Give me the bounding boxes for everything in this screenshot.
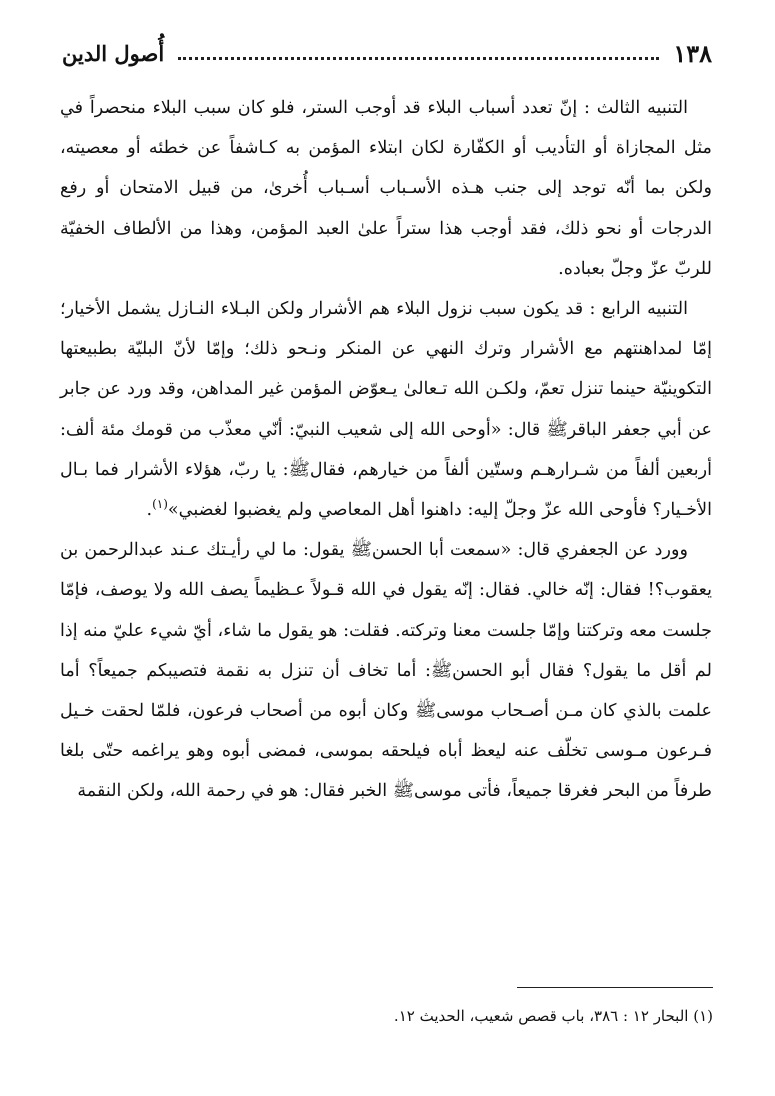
page-header bbox=[62, 26, 712, 70]
body-text bbox=[60, 88, 712, 812]
paragraph-jaafari-narration bbox=[60, 530, 712, 811]
footnote-separator bbox=[517, 987, 713, 988]
header-dot-leader bbox=[178, 57, 659, 60]
paragraph-text: وورد عن الجعفري قال: «سمعت أبا الحسنﷺ يقول: ما لي رأيـتك عـند عبدالرحمن بن يعقوب؟! فقال: إنّه خالي. فقال: إنّه يقول في الله قـولاً عـظيماً يصف الله ولا يوصف، فإمّا جلست معه وتركتنا وإمّا جلست معنا وتركته. فقلت: هو يقول ما شاء، أيّ شيء عليّ منه إذا لم أقل ما يقول؟ فقال أبو الحسنﷺ: أما تخاف أن تنزل به نقمة فتصيبكم جميعاً؟ أما علمت بالذي كان مـن أصـحاب موسىﷺ وكان أبوه من أصحاب فرعون، فلمّا لحقت خـيل فـرعون مـوسى تخلّف عنه ليعظ أباه فيلحقه بموسى، فمضى أبوه وهو يراغمه حتّى بلغا طرفاً من البحر فغرقا جميعاً، فأتى موسىﷺ الخبر فقال: هو في رحمة الله، ولكن النقمة bbox=[60, 540, 712, 802]
running-title: أُصول الدين bbox=[62, 41, 165, 66]
paragraph-fourth-note: التنبيه الرابع : قد يكون سبب نزول البلاء هم الأشرار ولكن البـلاء النـازل يشمل الأخيار؛ إمّا لمداهنتهم مع الأشرار وترك النهي عن المنكر ونـحو ذلك؛ وإمّا لأنّ البليّة بطبيعتها التكوينيّة حينما تنزل تعمّ، ولكـن الله تـعالىٰ يـعوّض المؤمن غير المداهن، وقد ورد عن جابر عن أبي جعفر الباقرﷺ قال: «أوحى الله إلى شعيب النبيّ: أنّي معذّب من قومك مئة ألف: أربعين ألفاً من شـرارهـم وستّين ألفاً من خيارهم، فقالﷺ: يا ربّ، هؤلاء الأشرار فما بـال الأخـيار؟ فأوحى الله عزّ وجلّ إليه: داهنوا أهل المعاصي ولم يغضبوا لغضبي»$^{(١)}$. bbox=[60, 299, 712, 521]
page-number: ١٣٨ bbox=[673, 39, 712, 68]
footnote-reference: (١) bbox=[152, 497, 168, 512]
paragraph-text: التنبيه الرابع : قد يكون سبب نزول البلاء هم الأشرار ولكن البـلاء النـازل يشمل الأخيار؛ إمّا لمداهنتهم مع الأشرار وترك النهي عن المنكر ونـحو ذلك؛ وإمّا لأنّ البليّة بطبيعتها التكوينيّة حينما تنزل تعمّ، ولكـن الله تـعالىٰ يـعوّض المؤمن غير المداهن، وقد ورد عن جابر عن أبي جعفر الباقرﷺ قال: «أوحى الله إلى شعيب النبيّ: أنّي معذّب من قومك مئة ألف: أربعين ألفاً من شـرارهـم وستّين ألفاً من خيارهم، فقالﷺ: يا ربّ، هؤلاء الأشرار فما بـال الأخـيار؟ فأوحى الله عزّ وجلّ إليه: داهنوا أهل المعاصي ولم يغضبوا لغضبي» bbox=[60, 299, 712, 521]
paragraph-third-note bbox=[60, 88, 712, 289]
footnote: (١) البحار ١٢ : ٣٨٦، باب قصص شعيب، الحديث ١٢. bbox=[393, 1007, 713, 1025]
paragraph-text: التنبيه الثالث : إنّ تعدد أسباب البلاء قد أوجب الستر، فلو كان سبب البلاء منحصراً في مثل المجازاة أو التأديب أو الكفّارة لكان ابتلاء المؤمن به كـاشفاً عن خطئه أو معصيته، ولكن بما أنّه توجد إلى جنب هـذه الأسـباب أسـباب أُخرىٰ، من قبيل الامتحان أو رفع الدرجات أو نحو ذلك، فقد أوجب هذا ستراً علىٰ العبد المؤمن، وهذا من الألطاف الخفيّة للربّ عزّ وجلّ بعباده. bbox=[60, 98, 712, 279]
